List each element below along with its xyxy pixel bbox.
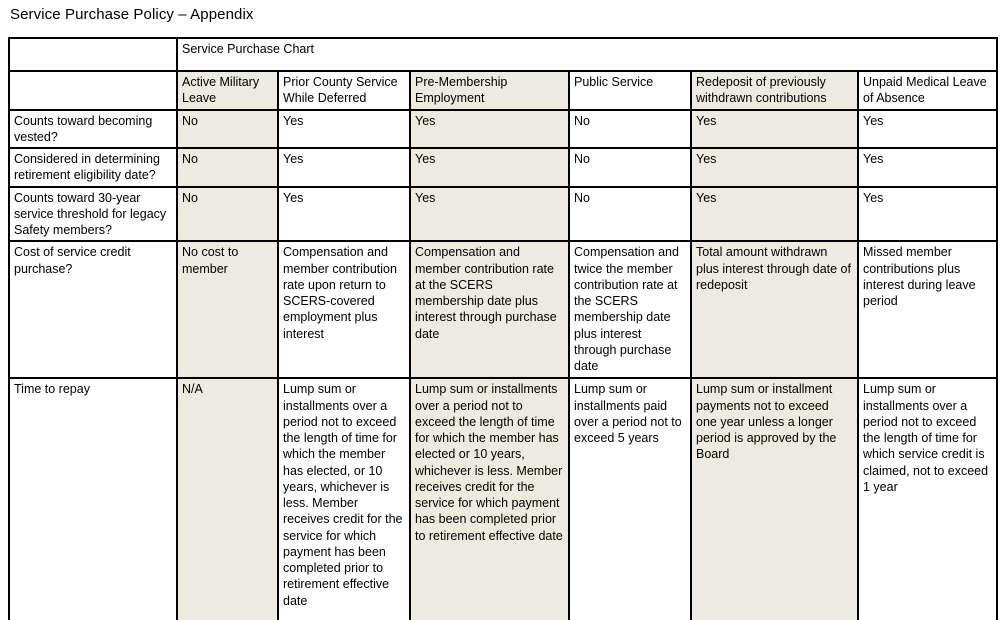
column-header-public-service: Public Service <box>569 71 691 110</box>
table-cell: Yes <box>278 110 410 149</box>
table-cell: Yes <box>691 187 858 242</box>
table-cell: No <box>569 148 691 187</box>
table-cell: Lump sum or installments over a period not to exceed the length of time for which the member has elected or 10 years, whichever is less. Member receives credit for the service for which payment has been completed prior to retirement effective date <box>410 378 569 620</box>
column-header-unpaid-medical-leave: Unpaid Medical Leave of Absence <box>858 71 997 110</box>
table-cell: Compensation and member contribution rate upon return to SCERS-covered employment plus interest <box>278 241 410 378</box>
table-cell: N/A <box>177 378 278 620</box>
table-cell: No cost to member <box>177 241 278 378</box>
row-label: Counts toward becoming vested? <box>9 110 177 149</box>
table-cell: No <box>569 110 691 149</box>
table-cell: Lump sum or installment payments not to exceed one year unless a longer period is approved by the Board <box>691 378 858 620</box>
table-cell: Yes <box>278 148 410 187</box>
table-cell: Yes <box>858 110 997 149</box>
table-cell: No <box>177 110 278 149</box>
table-cell: Lump sum or installments over a period not to exceed the length of time for which the member has elected, or 10 years, whichever is less. Member receives credit for the service for which payment has been completed prior to retirement effective date <box>278 378 410 620</box>
column-header-pre-membership-employment: Pre-Membership Employment <box>410 71 569 110</box>
row-label: Cost of service credit purchase? <box>9 241 177 378</box>
table-cell: Yes <box>858 187 997 242</box>
table-cell: Yes <box>691 110 858 149</box>
table-cell: Compensation and member contribution rate at the SCERS membership date plus interest through purchase date <box>410 241 569 378</box>
table-cell: Yes <box>858 148 997 187</box>
table-cell: Yes <box>410 187 569 242</box>
table-cell: Compensation and twice the member contribution rate at the SCERS membership date plus interest through purchase date <box>569 241 691 378</box>
table-cell: No <box>177 148 278 187</box>
table-row-vested <box>9 110 997 149</box>
table-row-cost-of-purchase <box>9 241 997 378</box>
corner-cell <box>9 38 177 71</box>
table-cell: No <box>569 187 691 242</box>
service-purchase-table <box>8 37 998 620</box>
table-row-time-to-repay <box>9 378 997 620</box>
table-row-30-year-threshold <box>9 187 997 242</box>
table-title: Service Purchase Chart <box>177 38 997 71</box>
row-label: Considered in determining retirement eligibility date? <box>9 148 177 187</box>
column-header-active-military-leave: Active Military Leave <box>177 71 278 110</box>
column-header-row <box>9 71 997 110</box>
row-label: Counts toward 30-year service threshold for legacy Safety members? <box>9 187 177 242</box>
corner-cell <box>9 71 177 110</box>
table-cell: Yes <box>691 148 858 187</box>
table-cell: Total amount withdrawn plus interest through date of redeposit <box>691 241 858 378</box>
table-cell: Yes <box>410 148 569 187</box>
table-title-row <box>9 38 997 71</box>
table-cell: Yes <box>410 110 569 149</box>
table-cell: Missed member contributions plus interest during leave period <box>858 241 997 378</box>
table-cell: Lump sum or installments over a period not to exceed the length of time for which service credit is claimed, not to exceed 1 year <box>858 378 997 620</box>
page-title: Service Purchase Policy – Appendix <box>10 6 254 23</box>
table-cell: Yes <box>278 187 410 242</box>
table-cell: No <box>177 187 278 242</box>
table-cell: Lump sum or installments paid over a period not to exceed 5 years <box>569 378 691 620</box>
column-header-redeposit: Redeposit of previously withdrawn contributions <box>691 71 858 110</box>
row-label: Time to repay <box>9 378 177 620</box>
column-header-prior-county-service: Prior County Service While Deferred <box>278 71 410 110</box>
table-row-retirement-eligibility <box>9 148 997 187</box>
